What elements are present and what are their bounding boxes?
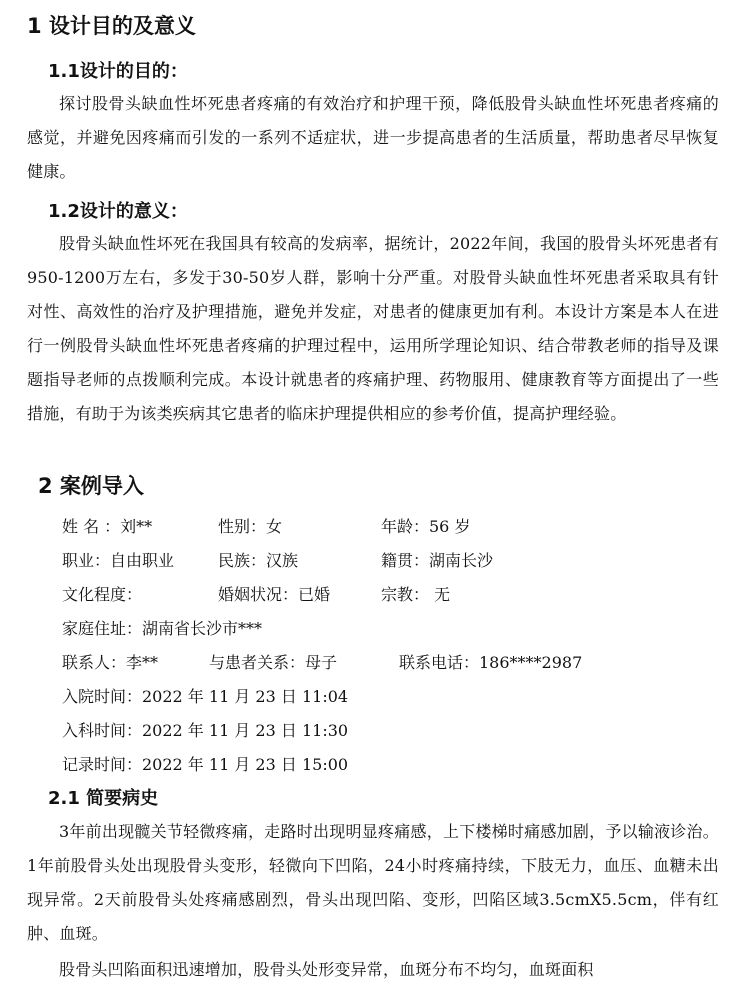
patient-education: 文化程度： <box>62 585 143 604</box>
patient-age: 年龄：56 岁 <box>381 517 471 536</box>
contact-phone: 联系电话：186****2987 <box>399 653 583 672</box>
history-paragraph-1: 3年前出现髋关节轻微疼痛，走路时出现明显疼痛感，上下楼梯时痛感加剧，予以输液诊治。1年前股骨头处出现股骨头变形，轻微向下凹陷，24小时疼痛持续，下肢无力，血压、血糖未出现异常。2天前股骨头处疼痛感剧烈，骨头出现凹陷、变形，凹陷区域3.5cmX5.5cm，伴有红肿、血斑。 <box>27 822 719 943</box>
patient-address: 家庭住址：湖南省长沙市*** <box>62 619 263 638</box>
section-1-heading: 1 设计目的及意义 <box>27 14 196 38</box>
section-1-2-paragraph: 股骨头缺血性坏死在我国具有较高的发病率，据统计，2022年间，我国的股骨头坏死患者有950-1200万左右，多发于30-50岁人群，影响十分严重。对股骨头缺血性坏死患者采取具有针对性、高效性的治疗及护理措施，避免并发症，对患者的健康更加有利。本设计方案是本人在进行一例股骨头缺血性坏死患者疼痛的护理过程中，运用所学理论知识、结合带教老师的指导及课题指导老师的点拨顺利完成。本设计就患者的疼痛护理、药物服用、健康教育等方面提出了一些措施，有助于为该类疾病其它患者的临床护理提供相应的参考价值，提高护理经验。 <box>27 234 719 423</box>
patient-native-place: 籍贯：湖南长沙 <box>381 551 494 570</box>
record-time: 记录时间：2022 年 11 月 23 日 15:00 <box>62 755 349 774</box>
patient-gender: 性别：女 <box>218 517 283 536</box>
section-2-heading: 2 案例导入 <box>38 474 144 498</box>
patient-religion: 宗教： 无 <box>381 585 451 604</box>
section-2-1-heading: 2.1 简要病史 <box>48 788 159 809</box>
department-entry-time: 入科时间：2022 年 11 月 23 日 11:30 <box>62 721 349 740</box>
patient-name: 姓 名 ：刘** <box>62 517 153 536</box>
history-paragraph-2: 股骨头凹陷面积迅速增加，股骨头处形变异常，血斑分布不均匀，血斑面积 <box>59 960 594 979</box>
admission-time: 入院时间：2022 年 11 月 23 日 11:04 <box>62 687 349 706</box>
contact-person: 联系人：李** <box>62 653 159 672</box>
patient-marital-status: 婚姻状况：已婚 <box>218 585 331 604</box>
patient-ethnicity: 民族：汉族 <box>218 551 299 570</box>
section-1-1-paragraph: 探讨股骨头缺血性坏死患者疼痛的有效治疗和护理干预，降低股骨头缺血性坏死患者疼痛的感觉，并避免因疼痛而引发的一系列不适症状，进一步提高患者的生活质量，帮助患者尽早恢复健康。 <box>27 94 719 181</box>
patient-occupation: 职业：自由职业 <box>62 551 175 570</box>
section-1-1-heading: 1.1设计的目的： <box>48 61 188 82</box>
section-1-2-heading: 1.2设计的意义： <box>48 201 188 222</box>
contact-relation: 与患者关系：母子 <box>209 653 338 672</box>
